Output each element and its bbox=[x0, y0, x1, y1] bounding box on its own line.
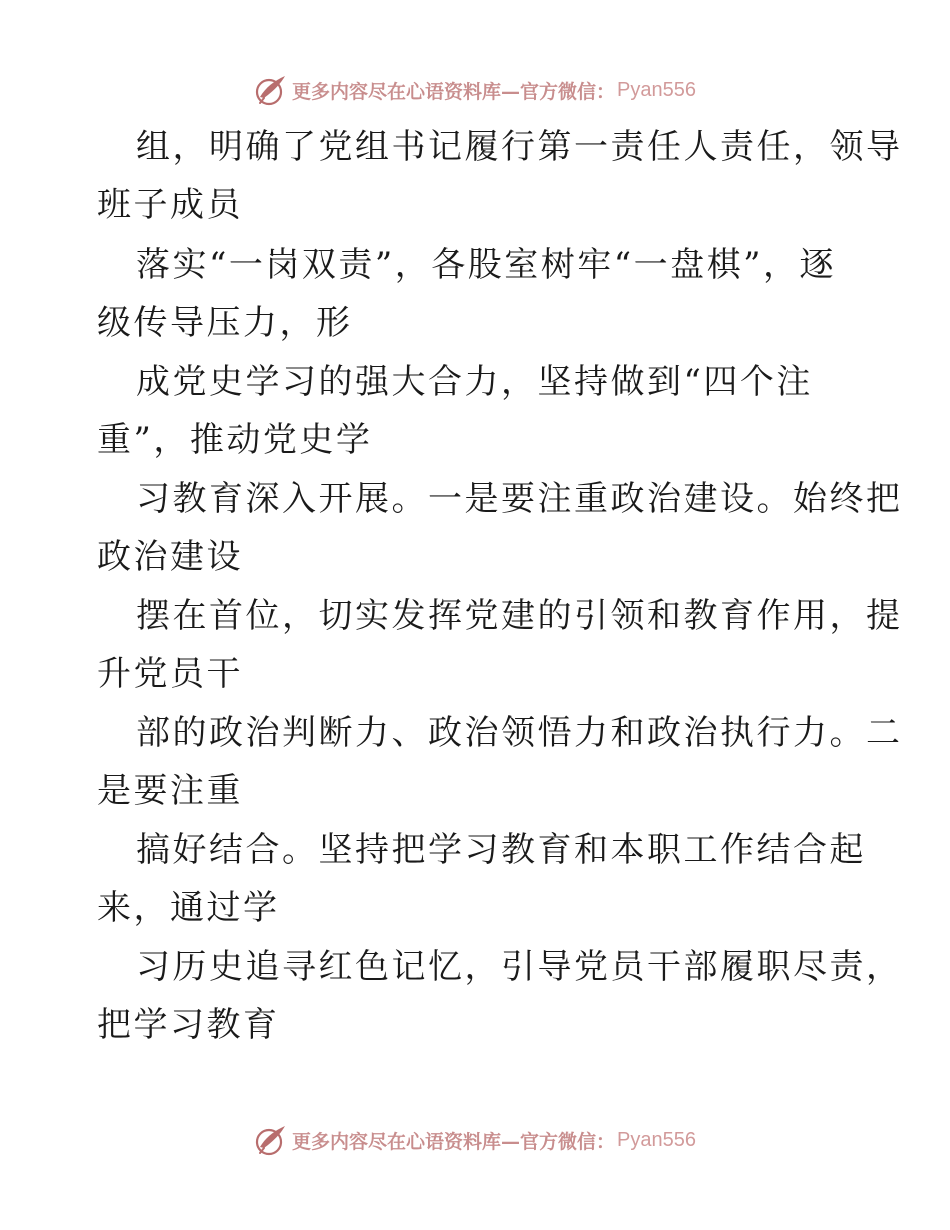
footer-watermark-banner bbox=[0, 1120, 950, 1160]
body-line: 政治建设 bbox=[97, 537, 243, 577]
quill-pen-logo-icon bbox=[254, 73, 288, 107]
body-line: 重”，推动党史学 bbox=[97, 420, 373, 460]
footer-watermark-text: 更多内容尽在心语资料库—官方微信： bbox=[292, 1130, 616, 1153]
quill-pen-logo-icon bbox=[254, 1123, 288, 1157]
body-line: 习教育深入开展。一是要注重政治建设。始终把 bbox=[136, 479, 903, 519]
header-watermark-text: 更多内容尽在心语资料库—官方微信： bbox=[292, 80, 616, 103]
header-watermark-handle: Pyan556 bbox=[617, 78, 696, 101]
body-line: 组，明确了党组书记履行第一责任人责任，领导 bbox=[136, 127, 903, 167]
body-line: 习历史追寻红色记忆，引导党员干部履职尽责， bbox=[136, 947, 903, 987]
body-line: 把学习教育 bbox=[97, 1005, 280, 1045]
body-line: 级传导压力，形 bbox=[97, 303, 353, 343]
header-watermark-banner bbox=[0, 70, 950, 110]
body-line: 落实“一岗双责”，各股室树牢“一盘棋”，逐 bbox=[136, 245, 837, 285]
body-line: 是要注重 bbox=[97, 771, 243, 811]
body-line: 来，通过学 bbox=[97, 888, 280, 928]
body-line: 升党员干 bbox=[97, 654, 243, 694]
body-line: 班子成员 bbox=[97, 185, 243, 225]
body-line: 搞好结合。坚持把学习教育和本职工作结合起 bbox=[136, 830, 866, 870]
body-line: 部的政治判断力、政治领悟力和政治执行力。二 bbox=[136, 713, 903, 753]
body-line: 摆在首位，切实发挥党建的引领和教育作用，提 bbox=[136, 596, 903, 636]
footer-watermark-handle: Pyan556 bbox=[617, 1128, 696, 1151]
body-line: 成党史学习的强大合力，坚持做到“四个注 bbox=[136, 362, 813, 402]
